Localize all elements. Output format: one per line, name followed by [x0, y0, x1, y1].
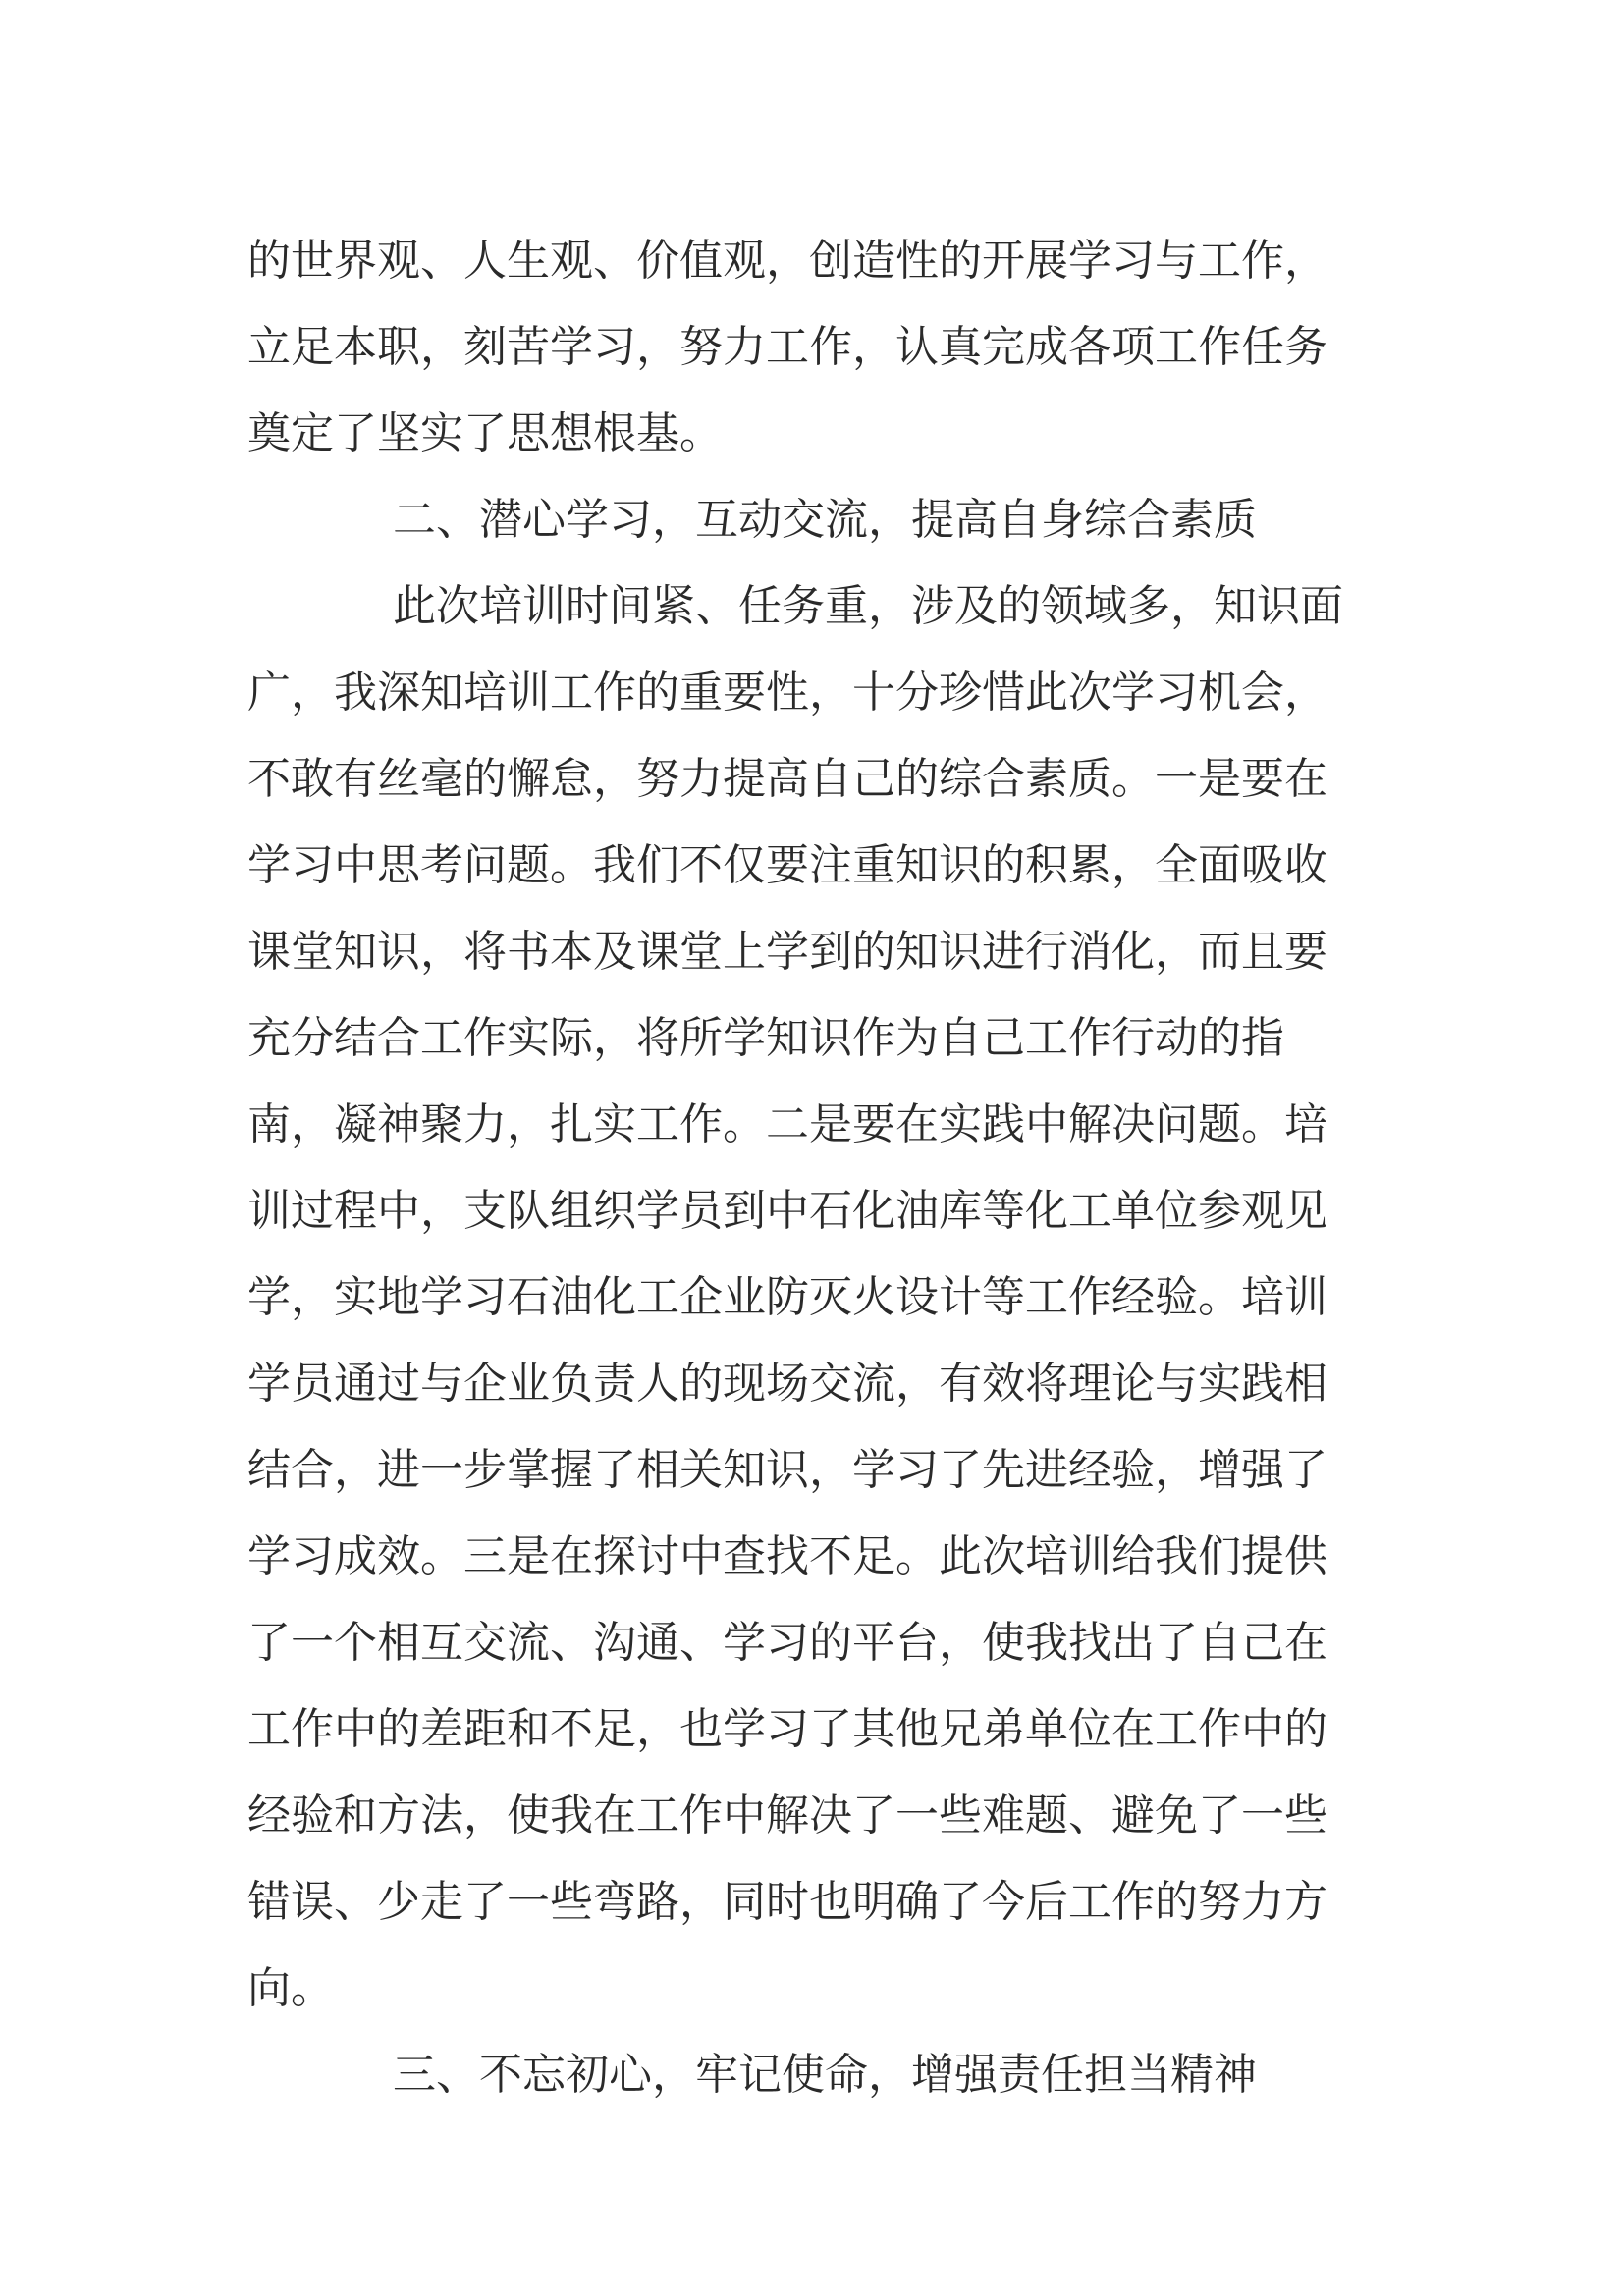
paragraph-line: 的世界观、人生观、价值观，创造性的开展学习与工作，	[247, 236, 1327, 286]
paragraph-line: 不敢有丝毫的懈怠，努力提高自己的综合素质。一是要在	[247, 754, 1327, 804]
paragraph-line: 经验和方法，使我在工作中解决了一些难题、避免了一些	[247, 1790, 1327, 1841]
section-heading-3: 三、不忘初心，牢记使命，增强责任担当精神	[393, 2050, 1257, 2100]
document-body	[247, 218, 1377, 2118]
paragraph-line: 学，实地学习石油化工企业防灭火设计等工作经验。培训	[247, 1272, 1327, 1322]
paragraph-line: 立足本职，刻苦学习，努力工作，认真完成各项工作任务	[247, 322, 1327, 372]
paragraph-line: 训过程中，支队组织学员到中石化油库等化工单位参观见	[247, 1186, 1327, 1236]
paragraph-line: 工作中的差距和不足，也学习了其他兄弟单位在工作中的	[247, 1704, 1327, 1754]
paragraph-line: 南，凝神聚力，扎实工作。二是要在实践中解决问题。培	[247, 1099, 1327, 1149]
paragraph-line: 学习成效。三是在探讨中查找不足。此次培训给我们提供	[247, 1531, 1327, 1581]
paragraph-line: 此次培训时间紧、任务重，涉及的领域多，知识面	[393, 581, 1343, 631]
paragraph-line: 充分结合工作实际，将所学知识作为自己工作行动的指	[247, 1013, 1284, 1063]
paragraph-line: 错误、少走了一些弯路，同时也明确了今后工作的努力方	[247, 1877, 1327, 1927]
paragraph-line: 学员通过与企业负责人的现场交流，有效将理论与实践相	[247, 1359, 1327, 1409]
paragraph-line: 课堂知识，将书本及课堂上学到的知识进行消化，而且要	[247, 927, 1327, 977]
section-heading-2: 二、潜心学习，互动交流，提高自身综合素质	[393, 495, 1257, 545]
paragraph-line: 学习中思考问题。我们不仅要注重知识的积累，全面吸收	[247, 840, 1327, 890]
paragraph-line: 结合，进一步掌握了相关知识，学习了先进经验，增强了	[247, 1445, 1327, 1495]
paragraph-line: 了一个相互交流、沟通、学习的平台，使我找出了自己在	[247, 1618, 1327, 1668]
paragraph-line: 奠定了坚实了思想根基。	[247, 408, 723, 458]
paragraph-line: 广，我深知培训工作的重要性，十分珍惜此次学习机会，	[247, 667, 1327, 718]
paragraph-line: 向。	[247, 1963, 334, 2013]
